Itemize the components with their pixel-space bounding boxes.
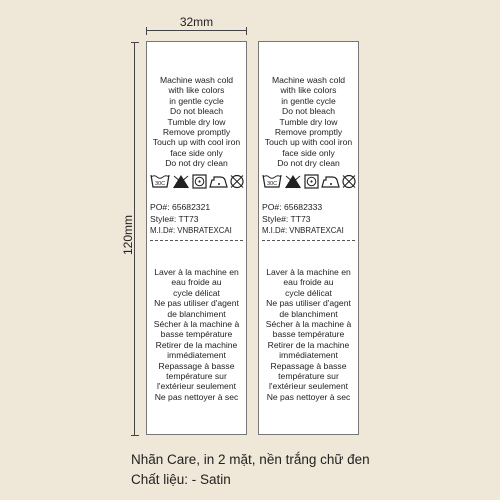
mid-number: M.I.D#: VNBRATEXCAI [150, 226, 232, 235]
care-line: Laver à la machine en [154, 267, 239, 277]
do-not-bleach-triangle-icon [173, 175, 189, 188]
care-line: face side only [282, 147, 335, 158]
wash-tub-icon [151, 175, 169, 187]
care-line: Do not bleach [281, 106, 336, 117]
care-line: in gentle cycle [169, 95, 224, 106]
care-line: l'extérieur seulement [268, 381, 349, 392]
iron-low-icon [210, 177, 227, 187]
product-caption [131, 450, 370, 490]
care-line: de blanchiment [167, 308, 226, 319]
care-line: Retirer de la machine [155, 339, 238, 350]
caption-material: Chất liệu: - Satin [131, 472, 231, 487]
do-not-dry-clean-icon [343, 176, 355, 188]
mid-number: M.I.D#: VNBRATEXCAI [262, 226, 344, 235]
care-line: immédiatement [279, 350, 338, 361]
order-codes [150, 202, 232, 237]
care-line: température sur [278, 371, 339, 382]
care-line: basse température [272, 329, 345, 340]
order-codes [262, 202, 344, 237]
fold-line [150, 240, 243, 241]
do-not-dry-clean-icon [231, 176, 243, 188]
care-line: cycle délicat [285, 287, 332, 298]
style-number: Style#: TT73 [262, 213, 311, 224]
care-line: Touch up with cool iron [264, 137, 353, 148]
care-line: face side only [170, 147, 223, 158]
width-dimension-label: 32mm [179, 15, 214, 29]
care-line: Do not dry clean [277, 158, 340, 169]
care-instructions-french [147, 267, 246, 402]
width-dimension-line [146, 30, 247, 31]
care-line: immédiatement [167, 350, 226, 361]
care-line: Ne pas nettoyer à sec [266, 391, 351, 402]
care-line: température sur [166, 371, 227, 382]
care-instructions-english [147, 75, 246, 169]
height-dimension-label: 120mm [121, 215, 135, 256]
care-line: with like colors [280, 85, 337, 96]
wash-tub-icon [263, 175, 281, 187]
do-not-bleach-triangle-icon [285, 175, 301, 188]
care-line: cycle délicat [173, 287, 220, 298]
care-line: in gentle cycle [281, 95, 336, 106]
care-line: Retirer de la machine [267, 339, 350, 350]
care-line: Do not bleach [169, 106, 224, 117]
care-line: Ne pas utiliser d'agent [154, 298, 239, 309]
care-line: Machine wash cold [159, 75, 234, 85]
style-number: Style#: TT73 [150, 213, 199, 224]
po-number: PO#: 65682321 [150, 202, 211, 212]
care-line: Remove promptly [274, 127, 343, 138]
care-label-right [258, 41, 359, 435]
care-line: Ne pas nettoyer à sec [154, 391, 239, 402]
width-dimension [146, 17, 247, 31]
wash-temperature: 30C [266, 181, 278, 187]
care-line: Remove promptly [162, 127, 231, 138]
care-line: Tumble dry low [167, 116, 226, 127]
tumble-dry-low-icon [305, 175, 318, 188]
care-line: eau froide au [171, 277, 222, 288]
care-line: Repassage à basse [158, 360, 235, 371]
care-line: l'extérieur seulement [156, 381, 237, 392]
care-symbols [262, 173, 357, 189]
care-line: eau froide au [283, 277, 334, 288]
care-instructions-english [259, 75, 358, 169]
care-line: Repassage à basse [270, 360, 347, 371]
care-line: Machine wash cold [271, 75, 346, 85]
care-label-left [146, 41, 247, 435]
caption-description: Nhãn Care, in 2 mặt, nền trắng chữ đen [131, 452, 370, 467]
tumble-dry-low-icon [193, 175, 206, 188]
care-line: Do not dry clean [165, 158, 228, 169]
care-line: Sécher à la machine à [153, 319, 240, 330]
care-line: Tumble dry low [279, 116, 338, 127]
care-line: with like colors [168, 85, 225, 96]
care-line: Touch up with cool iron [152, 137, 241, 148]
care-line: basse température [160, 329, 233, 340]
fold-line [262, 240, 355, 241]
care-instructions-french [259, 267, 358, 402]
iron-low-icon [322, 177, 339, 187]
care-line: Sécher à la machine à [265, 319, 352, 330]
care-line: Ne pas utiliser d'agent [266, 298, 351, 309]
wash-temperature: 30C [154, 181, 166, 187]
care-line: de blanchiment [279, 308, 338, 319]
care-symbols [150, 173, 245, 189]
po-number: PO#: 65682333 [262, 202, 323, 212]
height-dimension [122, 42, 142, 436]
care-line: Laver à la machine en [266, 267, 351, 277]
